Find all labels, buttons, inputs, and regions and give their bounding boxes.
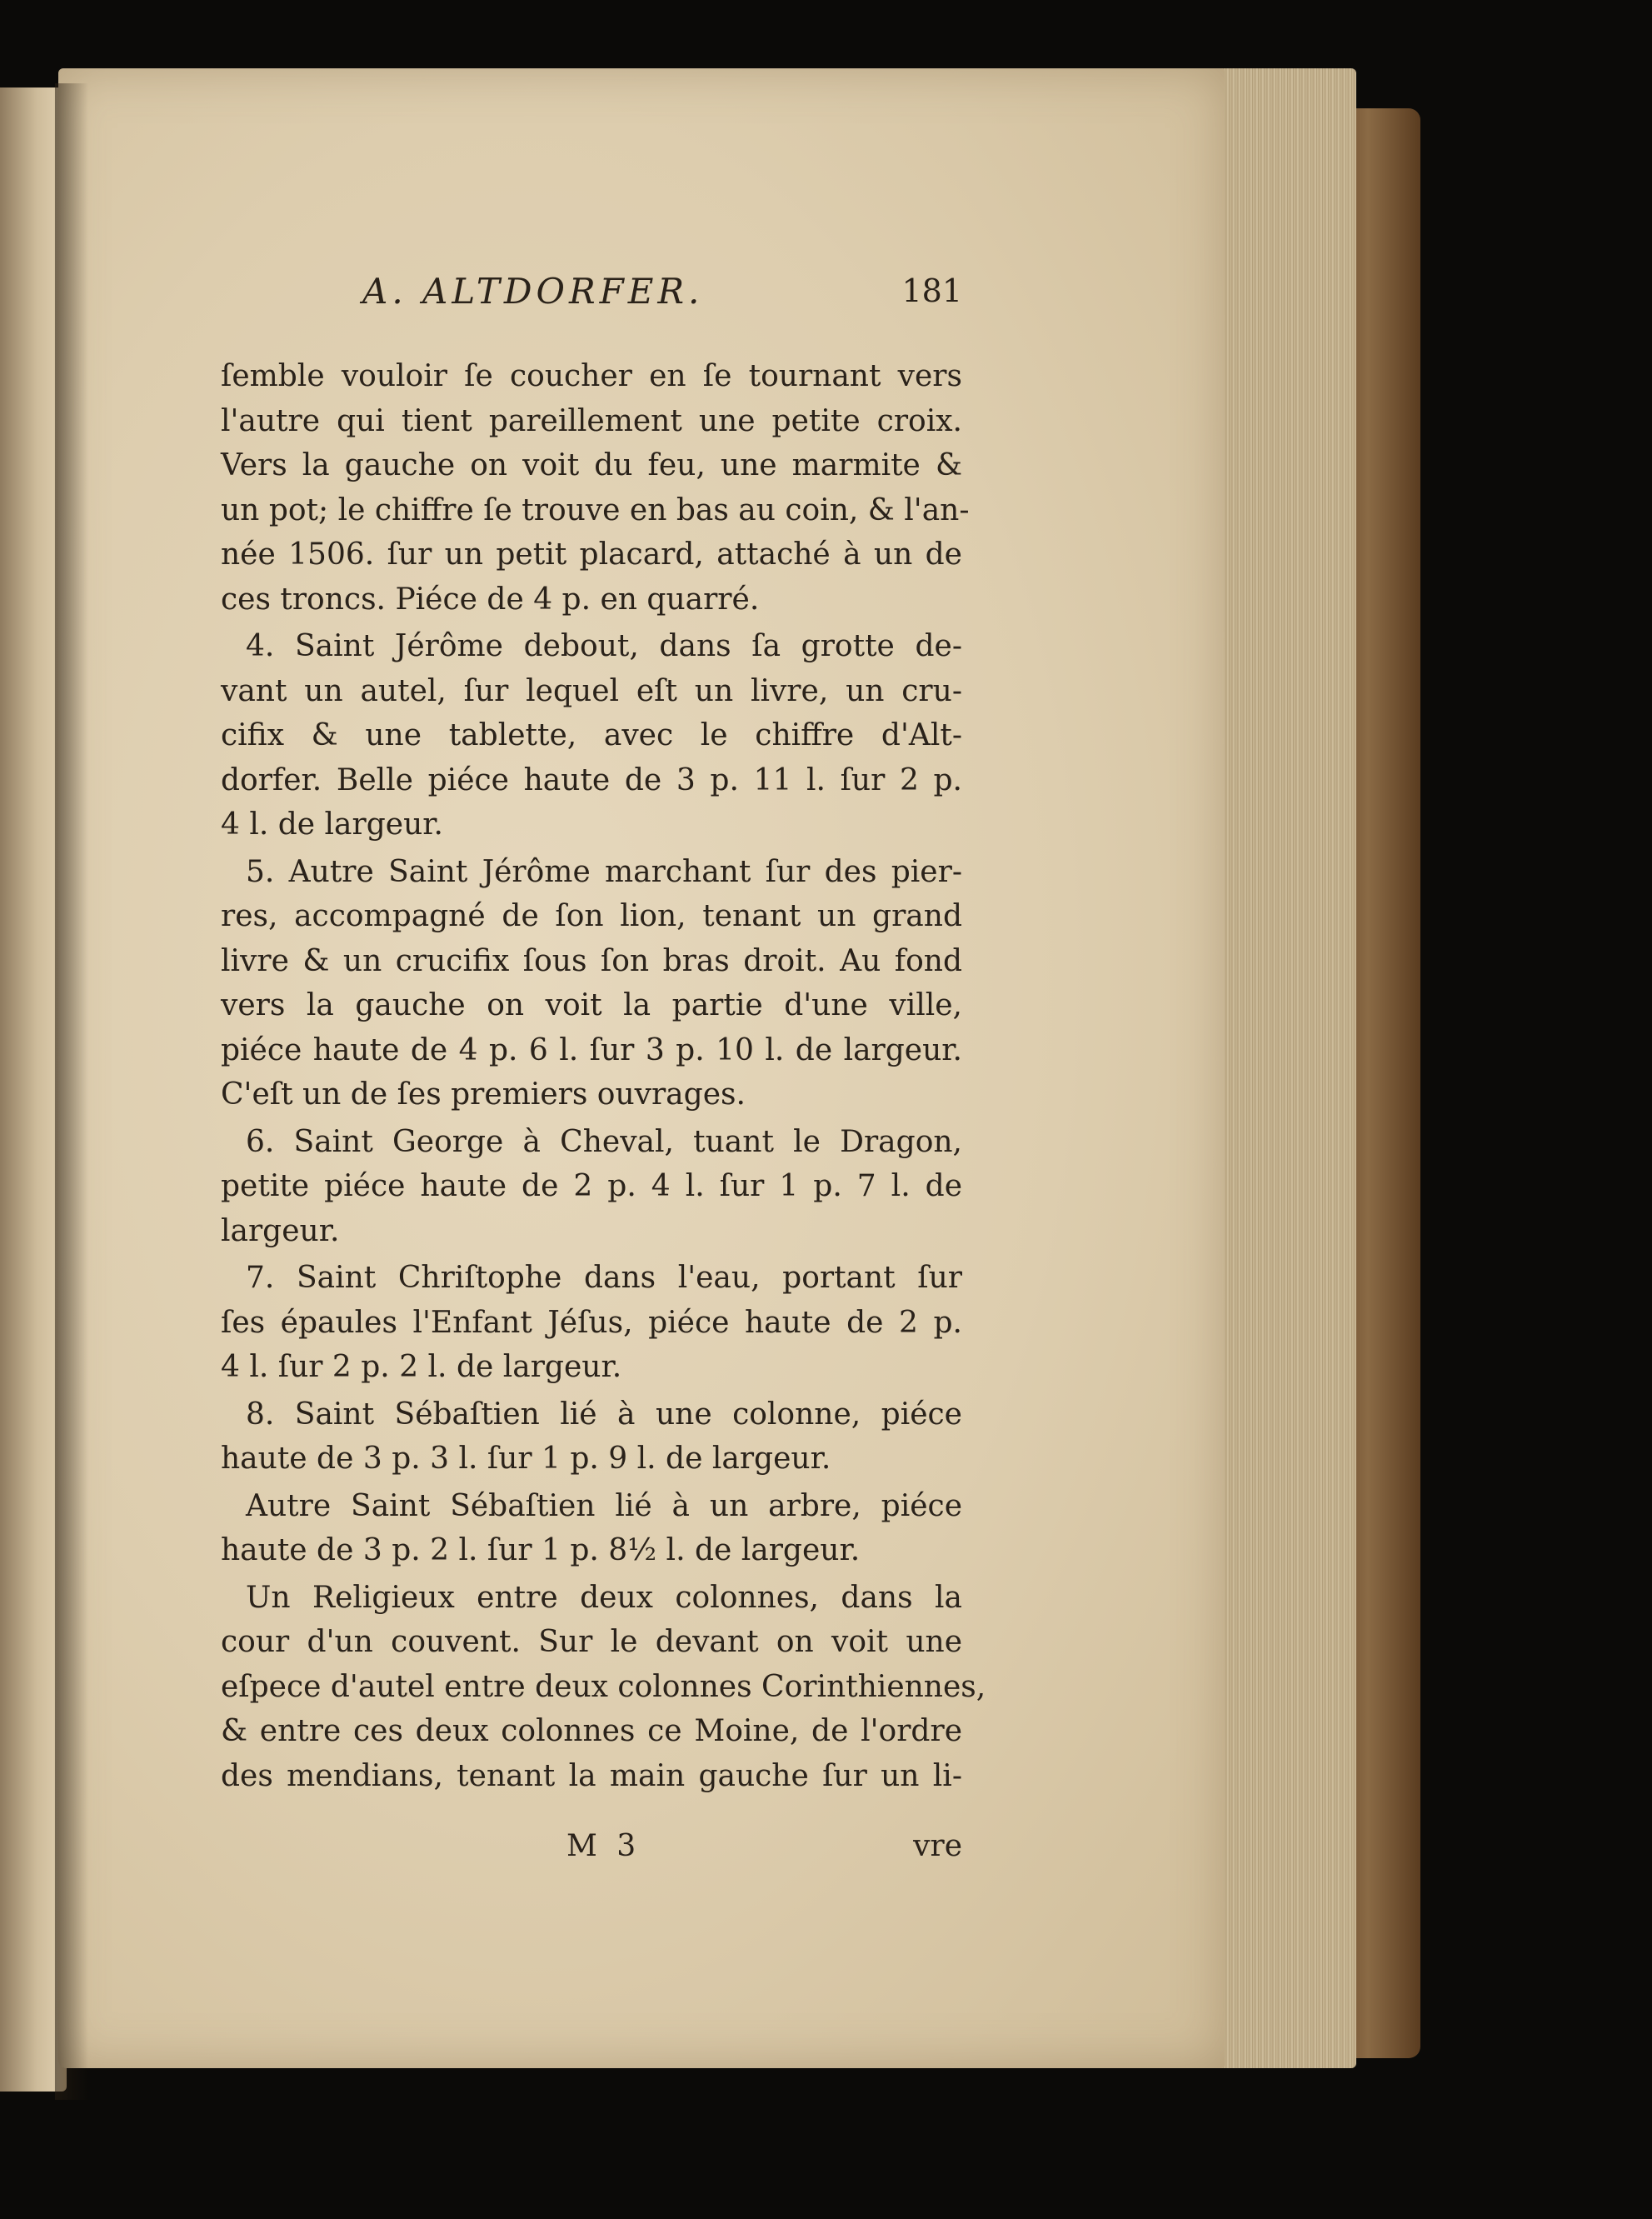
page-body <box>221 354 986 1798</box>
text-line: eſpece d'autel entre deux colonnes Corinthiennes, <box>221 1669 986 1704</box>
text-line: ces troncs. Piéce de 4 p. en quarré. <box>221 582 760 617</box>
text-line: C'eſt un de ſes premiers ouvrages. <box>221 1077 746 1112</box>
text-line: cour d'un couvent. Sur le devant on voit une <box>221 1625 962 1659</box>
text-line: res, accompagné de ſon lion, tenant un grand <box>221 899 962 933</box>
running-head <box>362 271 979 321</box>
page-edges <box>1206 68 1356 2068</box>
text-line: née 1506. ſur un petit placard, attaché à un de <box>221 537 962 572</box>
gutter-shadow <box>55 83 88 2100</box>
text-line: ſemble vouloir ſe coucher en ſe tournant vers <box>221 359 962 393</box>
running-title: A. ALTDORFER. <box>362 271 704 312</box>
catchword: vre <box>913 1829 962 1863</box>
text-line: 4 l. de largeur. <box>221 807 443 842</box>
text-line: livre & un crucifix ſous ſon bras droit. Au fond <box>221 943 962 978</box>
entry-6-heading: 6. Saint George à Cheval, tuant le Dragon, <box>246 1124 962 1159</box>
text-line: des mendians, tenant la main gauche ſur un li- <box>221 1758 962 1793</box>
text-line: un pot; le chiffre ſe trouve en bas au coin, & l'an- <box>221 492 970 527</box>
text-line: ſes épaules l'Enfant Jéſus, piéce haute de 2 p. <box>221 1305 962 1340</box>
entry-7-heading: 7. Saint Chriſtophe dans l'eau, portant ſur <box>246 1261 962 1295</box>
text-line: largeur. <box>221 1213 340 1248</box>
entry-5-heading: 5. Autre Saint Jérôme marchant ſur des pier- <box>246 854 962 889</box>
signature-mark: M 3 <box>566 1829 641 1863</box>
text-line: Vers la gauche on voit du feu, une marmite & <box>221 448 962 482</box>
entry-4-heading: 4. Saint Jérôme debout, dans ſa grotte de- <box>246 629 962 663</box>
entry-sebastien-tree-heading: Autre Saint Sébaſtien lié à un arbre, piéce <box>246 1488 962 1523</box>
text-line: petite piéce haute de 2 p. 4 l. ſur 1 p. 7 l. de <box>221 1169 962 1203</box>
text-line: 4 l. ſur 2 p. 2 l. de largeur. <box>221 1350 622 1384</box>
text-line: haute de 3 p. 3 l. ſur 1 p. 9 l. de largeur. <box>221 1442 831 1476</box>
text-line: dorfer. Belle piéce haute de 3 p. 11 l. ſur 2 p. <box>221 762 962 797</box>
text-line: vers la gauche on voit la partie d'une ville, <box>221 988 962 1022</box>
text-line: vant un autel, ſur lequel eſt un livre, un cru- <box>221 673 962 708</box>
text-line: l'autre qui tient pareillement une petite croix. <box>221 403 962 438</box>
page-footer <box>221 1829 962 1871</box>
text-line: cifix & une tablette, avec le chiffre d'Alt- <box>221 718 962 752</box>
text-line: haute de 3 p. 2 l. ſur 1 p. 8½ l. de largeur. <box>221 1533 861 1567</box>
page-number: 181 <box>901 272 962 309</box>
text-line: & entre ces deux colonnes ce Moine, de l'ordre <box>221 1714 962 1748</box>
entry-8-heading: 8. Saint Sébaſtien lié à une colonne, piéce <box>246 1397 962 1432</box>
entry-religieux-heading: Un Religieux entre deux colonnes, dans la <box>246 1580 962 1615</box>
text-line: piéce haute de 4 p. 6 l. ſur 3 p. 10 l. de largeur. <box>221 1032 962 1067</box>
